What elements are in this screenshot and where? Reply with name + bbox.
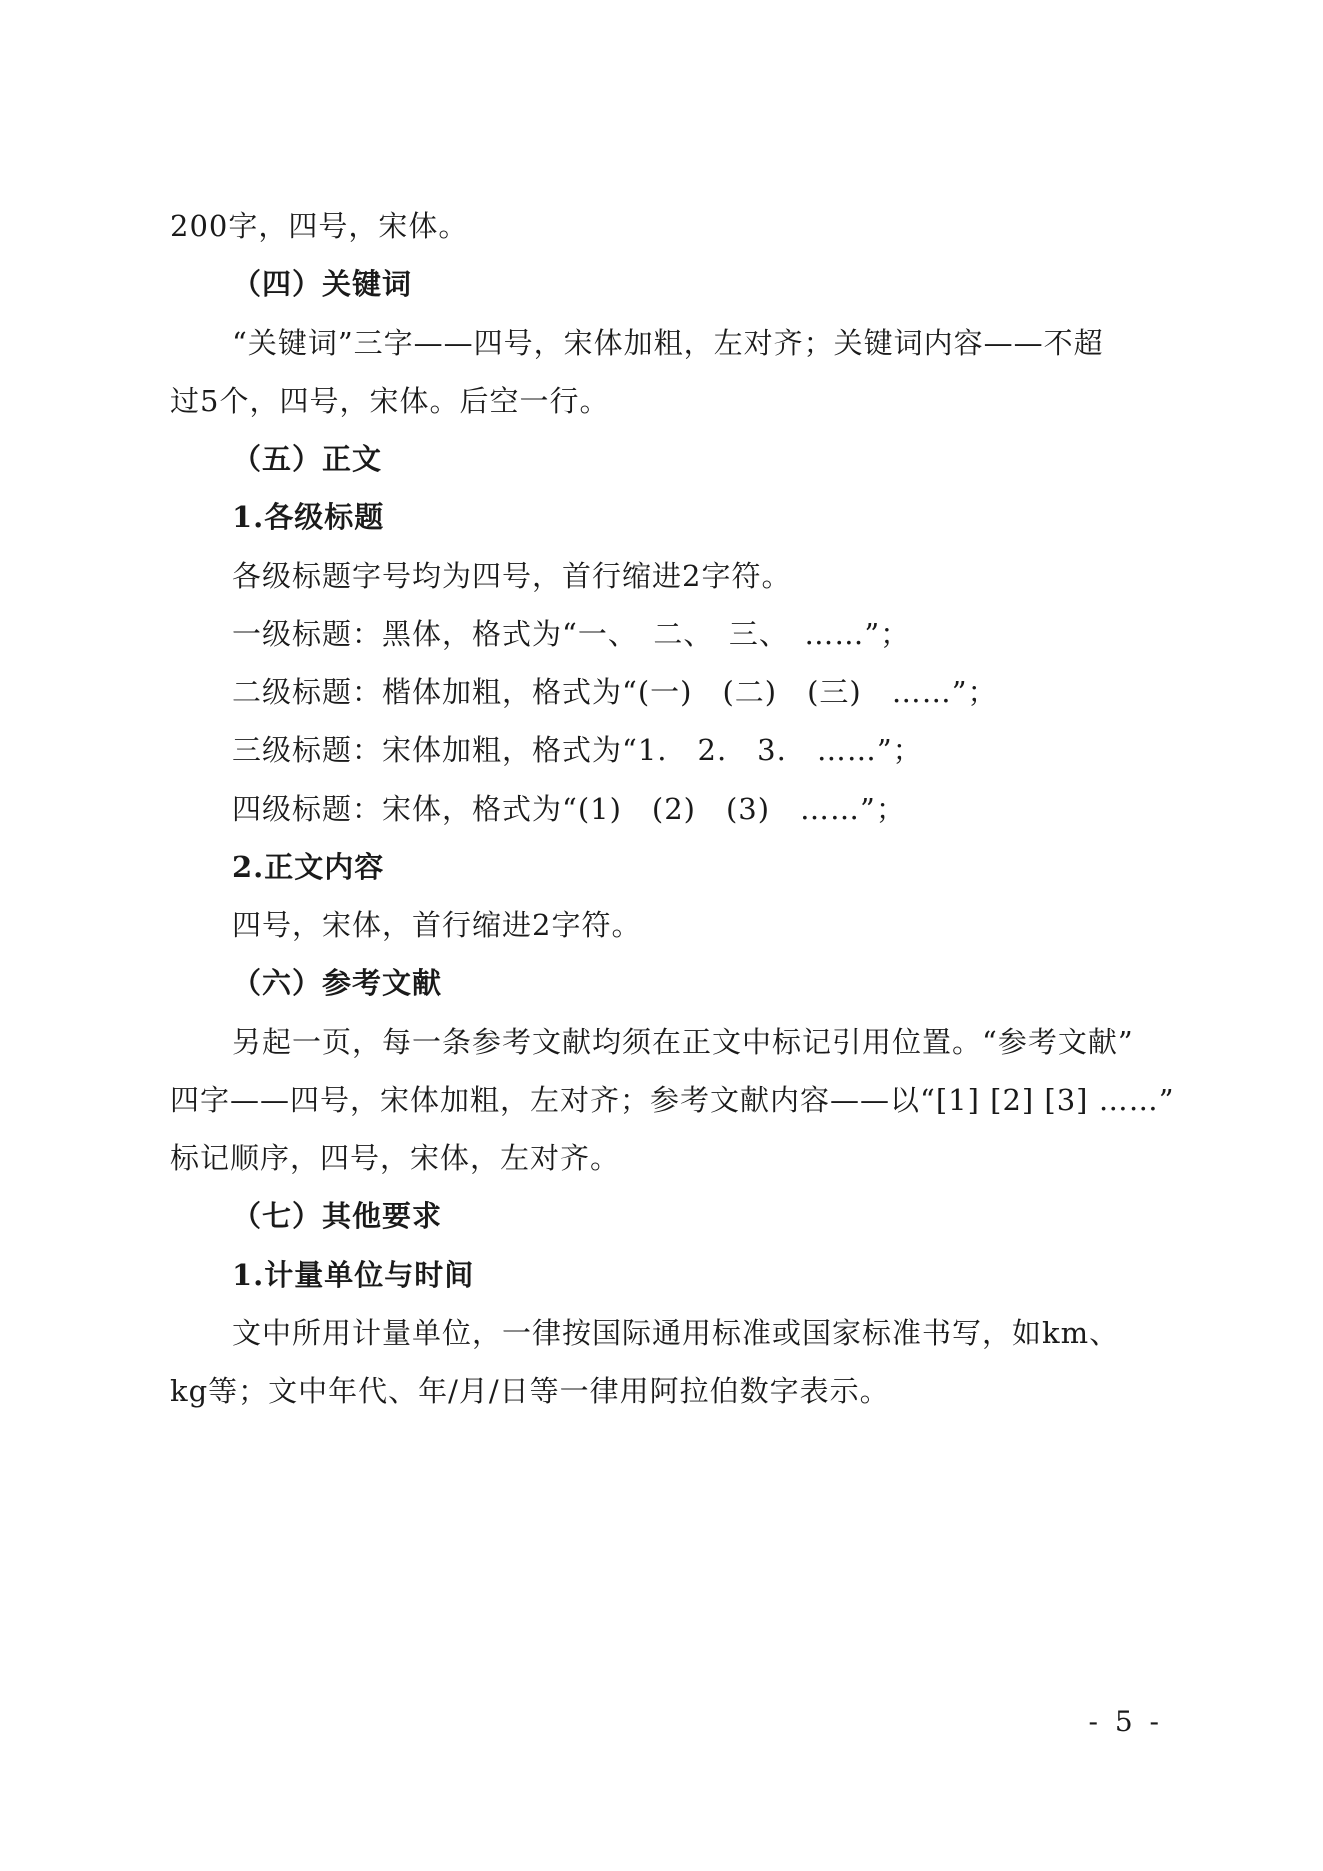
body-text-line: kg等；文中年代、年/月/日等一律用阿拉伯数字表示。 <box>170 1374 890 1408</box>
body-text-line: 四字——四号，宋体加粗，左对齐；参考文献内容——以“[1] [2] [3] ……” <box>170 1083 1175 1117</box>
body-text-line: 二级标题：楷体加粗，格式为“(一) (二) (三) ……”； <box>232 675 998 709</box>
body-text-line: 另起一页，每一条参考文献均须在正文中标记引用位置。“参考文献” <box>232 1025 1134 1059</box>
body-text-line: “关键词”三字——四号，宋体加粗，左对齐；关键词内容——不超 <box>232 326 1104 360</box>
subheading-heading-levels: 1.各级标题 <box>232 500 385 534</box>
section-heading-other-requirements: （七）其他要求 <box>232 1199 443 1233</box>
body-text-line: 200字，四号，宋体。 <box>170 209 469 243</box>
body-text-line: 四号，宋体，首行缩进2字符。 <box>232 908 642 942</box>
section-heading-main-text: （五）正文 <box>232 442 383 476</box>
body-text-line: 文中所用计量单位，一律按国际通用标准或国家标准书写，如km、 <box>232 1316 1120 1350</box>
subheading-units-and-time: 1.计量单位与时间 <box>232 1258 475 1292</box>
body-text-line: 各级标题字号均为四号，首行缩进2字符。 <box>232 559 792 593</box>
section-heading-references: （六）参考文献 <box>232 966 443 1000</box>
body-text-line: 过5个，四号，宋体。后空一行。 <box>170 384 610 418</box>
body-text-line: 标记顺序，四号，宋体，左对齐。 <box>170 1141 621 1175</box>
subheading-body-content: 2.正文内容 <box>232 850 385 884</box>
body-text-line: 三级标题：宋体加粗，格式为“1. 2. 3. ……”； <box>232 733 923 767</box>
body-text-line: 四级标题：宋体，格式为“(1) (2) (3) ……”； <box>232 792 906 826</box>
body-text-line: 一级标题：黑体，格式为“一、 二、 三、 ……”； <box>232 617 911 651</box>
page-number: - 5 - <box>1088 1705 1163 1738</box>
section-heading-keywords: （四）关键词 <box>232 267 413 301</box>
